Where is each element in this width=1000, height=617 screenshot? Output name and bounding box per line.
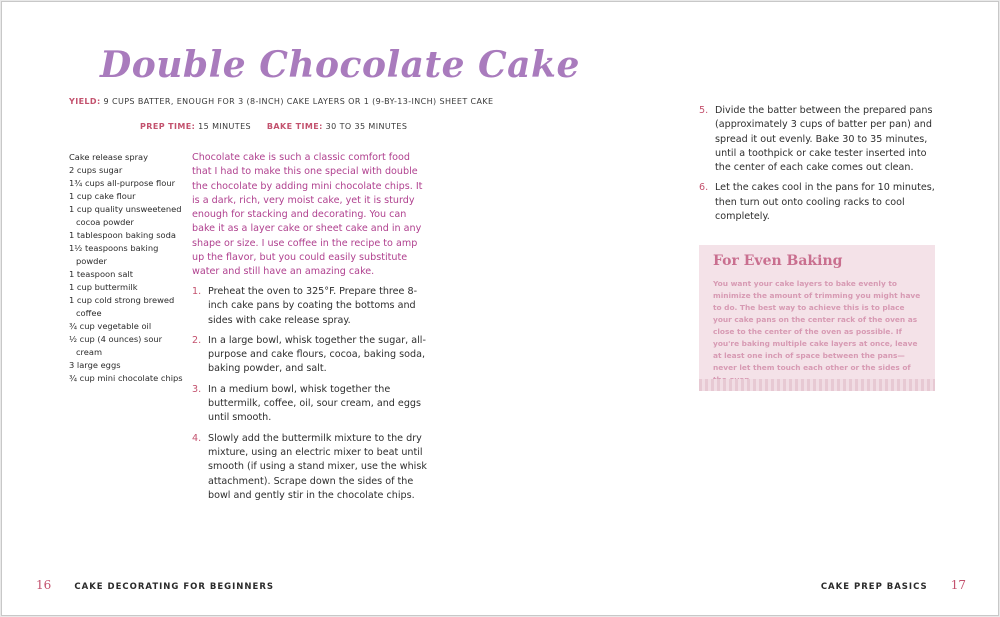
step-number: 4. <box>192 432 202 444</box>
running-head-left: CAKE DECORATING FOR BEGINNERS <box>74 582 275 592</box>
ingredient-item: ¾ cup vegetable oil <box>69 321 152 331</box>
ingredient-item: 1 cup cake flour <box>69 191 136 201</box>
tip-title: For Even Baking <box>713 253 843 269</box>
ingredient-item: ½ cup (4 ounces) sour cream <box>69 334 163 357</box>
ingredient-item: Cake release spray <box>69 152 149 162</box>
step-text: In a medium bowl, whisk together the buttermilk, coffee, oil, sour cream, and eggs until smooth. <box>208 383 422 424</box>
step-number: 3. <box>192 383 202 395</box>
ingredient-item: 1½ teaspoons baking powder <box>69 243 159 266</box>
step-number: 5. <box>699 105 709 116</box>
method-steps-left <box>192 285 428 509</box>
tip-box <box>699 245 935 391</box>
ingredient-item: 1 tablespoon baking soda <box>69 230 176 240</box>
tip-decorative-strip <box>699 379 935 391</box>
ingredient-item: 3 large eggs <box>69 360 121 370</box>
prep-time-label: PREP TIME: <box>140 122 196 131</box>
method-step <box>192 383 428 426</box>
method-step <box>699 104 939 175</box>
recipe-intro: Chocolate cake is such a classic comfort food that I had to make this one special with double the chocolate by adding mini chocolate chips. It is a dark, rich, very moist cake, yet it is sturdy enough for stacking and decorating. You can bake it as a layer cake or sheet cake and in any shape or size. I use coffee in the recipe to amp up the flavor, but you could easily substitute water and still have an amazing cake. <box>192 152 423 278</box>
ingredient-list <box>69 151 187 385</box>
page-number-left: 16 <box>36 578 52 592</box>
step-text: Let the cakes cool in the pans for 10 minutes, then turn out onto cooling racks to cool completely. <box>715 182 935 223</box>
ingredient-item: 1¾ cups all-purpose flour <box>69 178 176 188</box>
ingredient-item: ¾ cup mini chocolate chips <box>69 373 183 383</box>
step-text: In a large bowl, whisk together the sugar, all-purpose and cake flours, cocoa, baking soda, baking powder, and salt. <box>208 334 426 375</box>
yield-label: YIELD: <box>69 97 101 106</box>
step-number: 1. <box>192 286 202 297</box>
method-step <box>192 285 428 328</box>
prep-time-value: 15 MINUTES <box>198 122 251 131</box>
method-steps-right <box>699 104 939 230</box>
method-step <box>192 432 428 503</box>
tip-body: You want your cake layers to bake evenly to minimize the amount of trimming you might have to do. The best way to achieve this is to place your cake pans on the center rack of the oven as close to the center of the oven as possible. If you're baking multiple cake layers at once, leave at least one inch of space between the pans—never let them touch each other or the sides of <box>713 279 921 372</box>
running-head-right: CAKE PREP BASICS <box>820 582 928 592</box>
bake-time-value: 30 TO 35 MINUTES <box>325 122 408 131</box>
page-number-right: 17 <box>950 578 966 592</box>
ingredient-item: 2 cups sugar <box>69 165 123 175</box>
times-line <box>140 122 407 131</box>
footer-left <box>36 574 274 593</box>
yield-line <box>69 97 494 106</box>
footer-right <box>821 574 966 593</box>
step-text: Slowly add the buttermilk mixture to the dry mixture, using an electric mixer to beat until smooth (if using a stand mixer, use the whisk attachment). Scrape down the sides of the bowl and gently stir in the chocolate chips. <box>208 432 427 501</box>
ingredient-item: 1 teaspoon salt <box>69 269 133 279</box>
yield-value: 9 CUPS BATTER, ENOUGH FOR 3 (8-INCH) CAKE LAYERS OR 1 (9-BY-13-INCH) SHEET CAKE <box>103 97 494 106</box>
method-step <box>699 181 939 224</box>
bake-time-label: BAKE TIME: <box>266 122 323 131</box>
recipe-title: Double Chocolate Cake <box>100 44 580 86</box>
step-number: 6. <box>699 182 709 194</box>
step-text: Divide the batter between the prepared pans (approximately 3 cups of batter per pan) and spread it out evenly. Bake 30 to 35 minutes, until a toothpick or cake tester inserted into the center of each cake comes out clean. <box>715 105 933 174</box>
book-spread <box>1 1 999 616</box>
step-number: 2. <box>192 334 202 346</box>
method-step <box>192 334 428 377</box>
ingredient-item: 1 cup buttermilk <box>69 282 138 292</box>
step-text: Preheat the oven to 325°F. Prepare three 8-inch cake pans by coating the bottoms and sides with cake release spray. <box>208 286 418 326</box>
ingredient-item: 1 cup quality unsweetened cocoa powder <box>69 204 182 227</box>
ingredient-item: 1 cup cold strong brewed coffee <box>69 295 175 318</box>
